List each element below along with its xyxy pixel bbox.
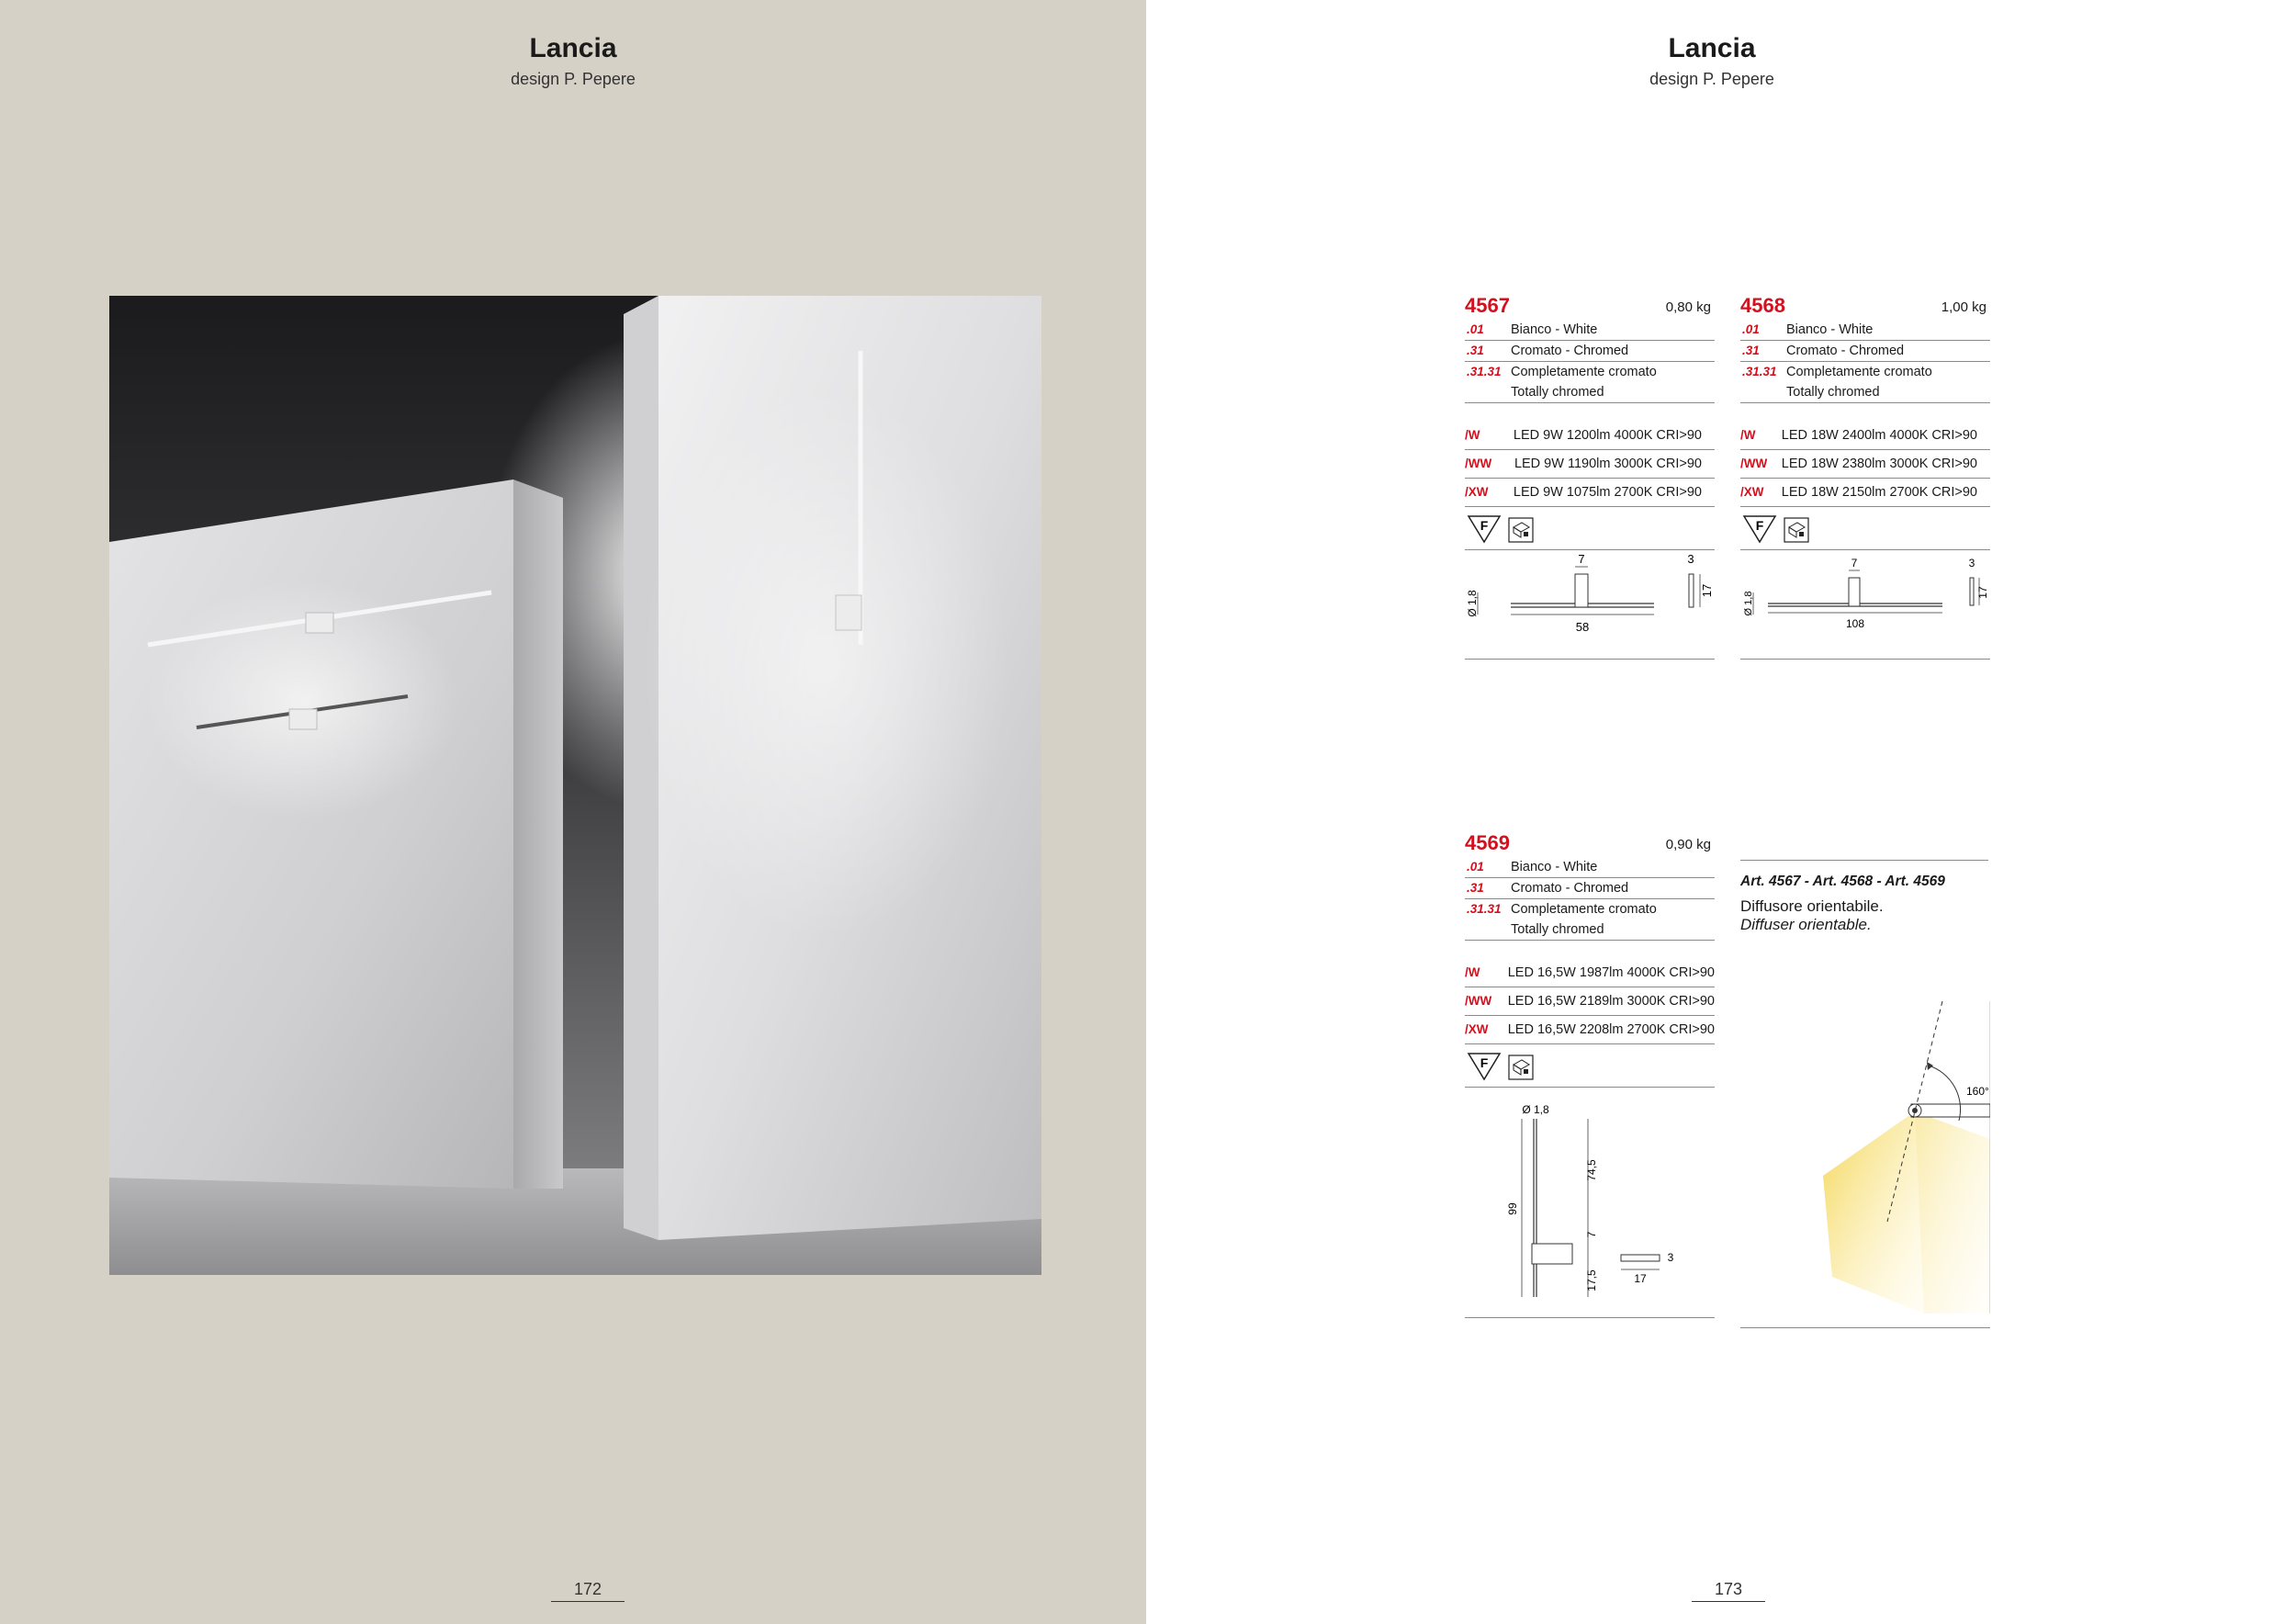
energy-class-icon bbox=[1469, 1054, 1500, 1079]
product-code: 4568 bbox=[1740, 294, 1785, 317]
product-card-4567 bbox=[1465, 294, 1715, 660]
technical-drawing-4569 bbox=[1465, 1088, 1715, 1318]
svg-text:Ø 1,8: Ø 1,8 bbox=[1522, 1103, 1549, 1116]
page-number: 173 bbox=[1692, 1580, 1765, 1602]
energy-class-icon bbox=[1469, 516, 1500, 542]
page-subtitle: design P. Pepere bbox=[511, 70, 636, 88]
led-row: /WW LED 16,5W 2189lm 3000K CRI>90 bbox=[1465, 987, 1715, 1016]
finish-row: Totally chromed bbox=[1465, 382, 1715, 403]
right-page bbox=[1146, 0, 2296, 1624]
svg-text:99: 99 bbox=[1506, 1202, 1519, 1215]
svg-text:Ø 1,8: Ø 1,8 bbox=[1743, 591, 1754, 616]
led-row: /WW LED 9W 1190lm 3000K CRI>90 bbox=[1465, 450, 1715, 479]
finish-row: .31 Cromato - Chromed bbox=[1465, 878, 1715, 899]
product-code: 4567 bbox=[1465, 294, 1510, 317]
svg-text:7: 7 bbox=[1585, 1231, 1598, 1238]
icon-row bbox=[1465, 507, 1715, 550]
product-card-4569 bbox=[1465, 831, 1715, 1318]
page-title: Lancia bbox=[1668, 33, 1756, 63]
led-row: /W LED 16,5W 1987lm 4000K CRI>90 bbox=[1465, 959, 1715, 987]
page-title: Lancia bbox=[529, 33, 617, 63]
page-subtitle: design P. Pepere bbox=[1649, 70, 1774, 88]
installation-icon bbox=[1784, 518, 1808, 542]
finish-row: .31 Cromato - Chromed bbox=[1465, 341, 1715, 362]
svg-text:17: 17 bbox=[1976, 586, 1989, 599]
led-row: /W LED 18W 2400lm 4000K CRI>90 bbox=[1740, 422, 1990, 450]
svg-text:7: 7 bbox=[1578, 552, 1585, 566]
product-weight: 1,00 kg bbox=[1941, 299, 1986, 315]
svg-text:Ø 1,8: Ø 1,8 bbox=[1466, 590, 1479, 617]
technical-drawing-4567 bbox=[1465, 550, 1715, 660]
finish-row: .01 Bianco - White bbox=[1465, 857, 1715, 878]
svg-text:17: 17 bbox=[1700, 583, 1714, 598]
svg-text:17,5: 17,5 bbox=[1585, 1269, 1598, 1291]
svg-text:F: F bbox=[1480, 1055, 1489, 1070]
svg-text:108: 108 bbox=[1845, 617, 1865, 630]
product-photo bbox=[109, 296, 1041, 1275]
led-row: /XW LED 18W 2150lm 2700K CRI>90 bbox=[1740, 479, 1990, 507]
svg-text:74,5: 74,5 bbox=[1585, 1159, 1598, 1181]
product-card-4568 bbox=[1740, 294, 1990, 660]
product-weight: 0,80 kg bbox=[1665, 299, 1711, 315]
installation-icon bbox=[1509, 1055, 1533, 1079]
installation-icon bbox=[1509, 518, 1533, 542]
finish-row: .31.31 Completamente cromato bbox=[1467, 365, 1657, 379]
svg-text:58: 58 bbox=[1575, 620, 1590, 634]
angle-label: 160° bbox=[1966, 1085, 1989, 1098]
svg-text:F: F bbox=[1755, 518, 1764, 533]
icon-row bbox=[1465, 1044, 1715, 1088]
finish-row: Totally chromed bbox=[1740, 382, 1990, 403]
led-row: /W LED 9W 1200lm 4000K CRI>90 bbox=[1465, 422, 1715, 450]
note-italian: Diffusore orientabile. bbox=[1740, 897, 1884, 915]
page-number: 172 bbox=[551, 1580, 625, 1602]
finish-row: .31 Cromato - Chromed bbox=[1740, 341, 1990, 362]
svg-text:3: 3 bbox=[1687, 552, 1694, 566]
svg-text:3: 3 bbox=[1667, 1251, 1674, 1264]
article-list: Art. 4567 - Art. 4568 - Art. 4569 bbox=[1740, 874, 1945, 889]
led-row: /XW LED 9W 1075lm 2700K CRI>90 bbox=[1465, 479, 1715, 507]
led-row: /XW LED 16,5W 2208lm 2700K CRI>90 bbox=[1465, 1016, 1715, 1044]
finish-row: Totally chromed bbox=[1465, 919, 1715, 941]
finish-row: .31.31 Completamente cromato bbox=[1742, 365, 1932, 379]
orientation-note bbox=[1740, 860, 1988, 934]
product-weight: 0,90 kg bbox=[1665, 837, 1711, 852]
svg-text:F: F bbox=[1480, 518, 1489, 533]
technical-drawing-4568 bbox=[1740, 550, 1990, 660]
finish-row: .01 Bianco - White bbox=[1740, 320, 1990, 341]
finish-row: .01 Bianco - White bbox=[1465, 320, 1715, 341]
beam-diagram bbox=[1740, 1001, 1990, 1328]
icon-row bbox=[1740, 507, 1990, 550]
finish-row: .31.31 Completamente cromato bbox=[1467, 902, 1657, 917]
note-english: Diffuser orientable. bbox=[1740, 916, 1872, 933]
svg-text:3: 3 bbox=[1968, 557, 1975, 570]
energy-class-icon bbox=[1744, 516, 1775, 542]
svg-text:17: 17 bbox=[1634, 1272, 1647, 1285]
product-code: 4569 bbox=[1465, 831, 1510, 854]
led-row: /WW LED 18W 2380lm 3000K CRI>90 bbox=[1740, 450, 1990, 479]
svg-text:7: 7 bbox=[1851, 557, 1858, 570]
left-page bbox=[0, 0, 1146, 1624]
